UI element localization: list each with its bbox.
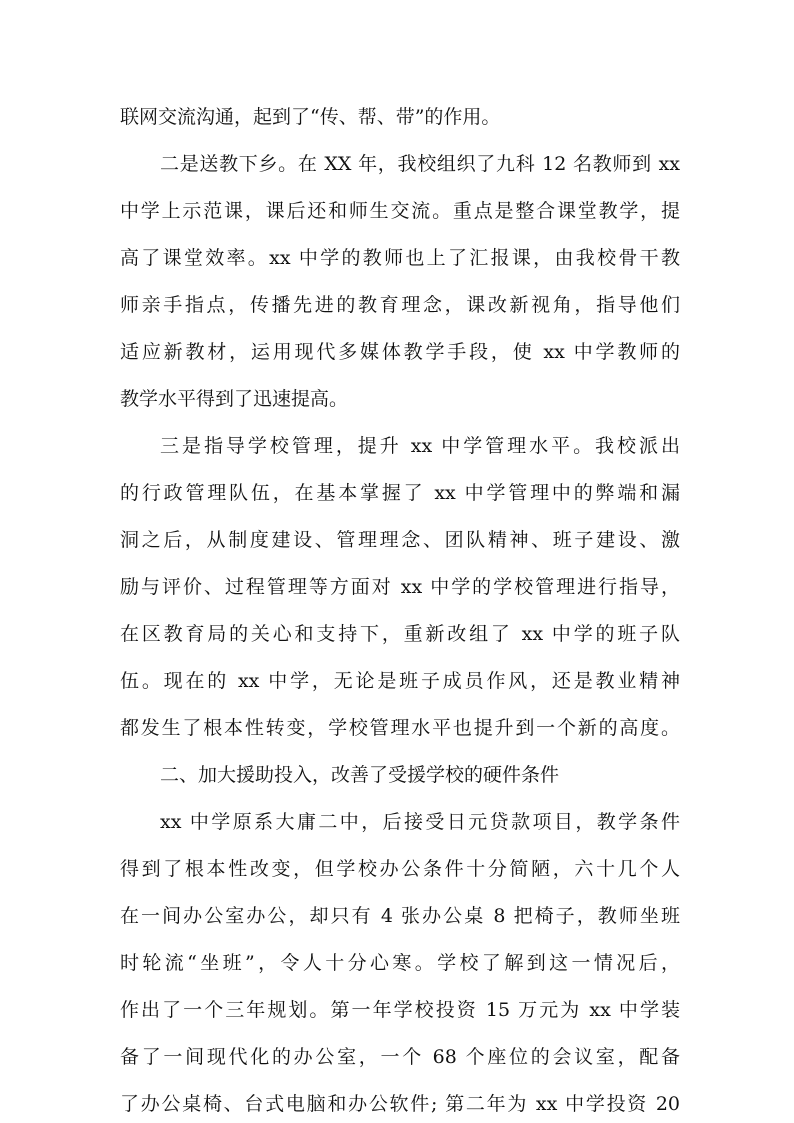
- text-line: xx 中学原系大庸二中，后接受日元贷款项目，教学条件: [160, 811, 680, 833]
- text-line: 得到了根本性改变，但学校办公条件十分简陋，六十几个人: [120, 858, 680, 880]
- text-line: 高了课堂效率。xx 中学的教师也上了汇报课，由我校骨干教: [120, 247, 680, 269]
- text-line: 了办公桌椅、台式电脑和办公软件; 第二年为 xx 中学投资 20: [120, 1093, 680, 1115]
- text-line: 适应新教材，运用现代多媒体教学手段，使 xx 中学教师的: [120, 341, 680, 363]
- text-line: 伍。现在的 xx 中学，无论是班子成员作风，还是教业精神: [120, 670, 680, 692]
- text-line: 励与评价、过程管理等方面对 xx 中学的学校管理进行指导，: [120, 576, 680, 598]
- text-line: 的行政管理队伍，在基本掌握了 xx 中学管理中的弊端和漏: [120, 482, 680, 504]
- text-line: 教学水平得到了迅速提高。: [120, 388, 349, 410]
- text-line: 在区教育局的关心和支持下，重新改组了 xx 中学的班子队: [120, 623, 680, 645]
- text-line: 在一间办公室办公，却只有 4 张办公桌 8 把椅子，教师坐班: [120, 905, 680, 927]
- text-line: 师亲手指点，传播先进的教育理念，课改新视角，指导他们: [120, 294, 680, 316]
- text-line: 联网交流沟通，起到了“传、帮、带”的作用。: [120, 106, 501, 128]
- text-line: 都发生了根本性转变，学校管理水平也提升到一个新的高度。: [120, 717, 680, 739]
- text-line: 二是送教下乡。在 XX 年，我校组织了九科 12 名教师到 xx: [160, 153, 680, 175]
- section-heading: 二、加大援助投入，改善了受援学校的硬件条件: [160, 764, 560, 786]
- text-line: 备了一间现代化的办公室，一个 68 个座位的会议室，配备: [120, 1046, 680, 1068]
- text-line: 时轮流“坐班”，令人十分心寒。学校了解到这一情况后，: [120, 952, 680, 974]
- text-line: 洞之后，从制度建设、管理理念、团队精神、班子建设、激: [120, 529, 680, 551]
- text-line: 中学上示范课，课后还和师生交流。重点是整合课堂教学，提: [120, 200, 680, 222]
- text-line: 三是指导学校管理，提升 xx 中学管理水平。我校派出: [160, 435, 680, 457]
- text-line: 作出了一个三年规划。第一年学校投资 15 万元为 xx 中学装: [120, 999, 680, 1021]
